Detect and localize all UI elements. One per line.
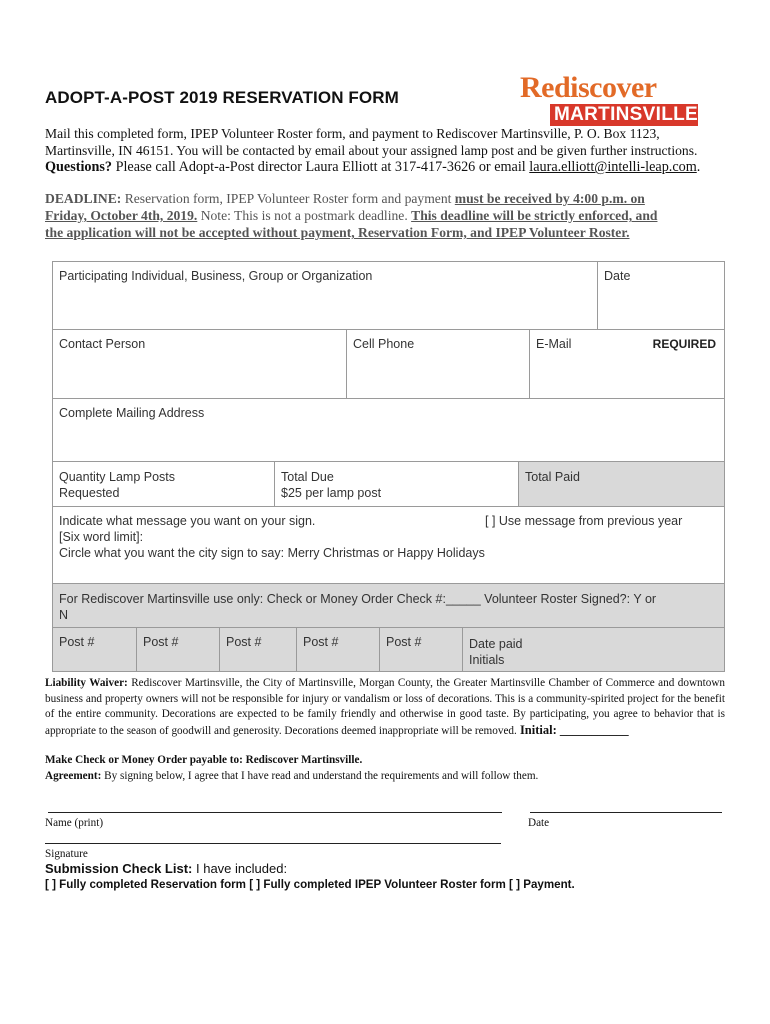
initials-label: Initials xyxy=(469,653,505,667)
agreement-label: Agreement: xyxy=(45,770,102,782)
checklist-label: Submission Check List: xyxy=(45,861,193,876)
quantity-field[interactable] xyxy=(52,461,275,507)
name-print-label: Name (print) xyxy=(45,817,104,829)
signature-line[interactable] xyxy=(45,843,501,844)
logo-word-bottom: MARTINSVILLE xyxy=(554,104,698,125)
mailing-address-label: Complete Mailing Address xyxy=(59,406,205,420)
total-paid-field xyxy=(518,461,725,507)
date-paid-field xyxy=(462,627,725,672)
questions-label: Questions? xyxy=(45,159,113,175)
office-use-row xyxy=(52,583,725,628)
post-field-3 xyxy=(219,627,297,672)
quantity-label-2: Requested xyxy=(59,486,120,500)
rediscover-martinsville-logo xyxy=(520,72,698,130)
deadline-must: must be received by 4:00 p.m. on xyxy=(454,191,645,206)
liability-waiver xyxy=(45,676,725,739)
contact-person-label: Contact Person xyxy=(59,337,146,351)
post-field-1 xyxy=(52,627,137,672)
contact-person-field[interactable] xyxy=(52,329,347,399)
checklist-items[interactable]: [ ] Fully completed Reservation form [ ] Fully completed IPEP Volunteer Roster form [ ] Payment. xyxy=(45,878,575,891)
word-limit-label: [Six word limit]: xyxy=(59,530,144,544)
date-paid-label: Date paid xyxy=(469,637,523,651)
email-label: E-Mail xyxy=(536,337,572,351)
date-label: Date xyxy=(604,269,631,283)
total-paid-label: Total Paid xyxy=(525,470,580,484)
sign-message-label: Indicate what message you want on your sign. xyxy=(59,514,316,528)
agreement-line xyxy=(45,769,725,785)
post-label-4: Post # xyxy=(303,635,339,649)
page-title: ADOPT-A-POST 2019 RESERVATION FORM xyxy=(45,88,399,107)
use-previous-message-checkbox[interactable]: [ ] Use message from previous year xyxy=(485,514,683,528)
deadline-friday: Friday, October 4th, 2019. xyxy=(45,208,198,223)
intro-paragraph xyxy=(45,125,725,176)
checklist-heading xyxy=(45,861,287,876)
office-use-line-2: N xyxy=(59,608,69,622)
signature-date-label: Date xyxy=(528,817,550,829)
waiver-initial: Initial: ___________ xyxy=(516,722,629,737)
sign-message-field[interactable] xyxy=(52,506,725,584)
waiver-label: Liability Waiver: xyxy=(45,677,128,689)
deadline-line-2 xyxy=(45,207,725,224)
deadline-label: DEADLINE: xyxy=(45,191,122,206)
post-field-5 xyxy=(379,627,463,672)
waiver-text: Rediscover Martinsville, the City of Martinsville, Morgan County, the Greater Martinsville Chamber of Commerce and downtown business and property owners will not be responsible for injury or vandalism or loss of decorations. This is a community-spirited project for the benefit of the entire community. Decorations are expected to be family friendly and otherwise in good taste. By participating, you agree to behavior that is appropriate to the season of goodwill and generosity. Decorations deemed inappropriate will be removed. xyxy=(45,677,725,737)
deadline-note: Note: This is not a postmark deadline. xyxy=(197,208,412,223)
deadline-paragraph xyxy=(45,190,725,241)
deadline-line-3 xyxy=(45,224,725,241)
intro-line-1: Mail this completed form, IPEP Volunteer Roster form, and payment to Rediscover Martinsville, P. O. Box 1123, xyxy=(45,126,660,141)
date-field[interactable] xyxy=(597,261,725,330)
post-label-1: Post # xyxy=(59,635,95,649)
total-due-rate: $25 per lamp post xyxy=(281,486,382,500)
logo-word-top: Rediscover xyxy=(520,71,657,104)
post-field-2 xyxy=(136,627,220,672)
signature-label: Signature xyxy=(45,848,88,860)
checklist-text: I have included: xyxy=(192,861,288,876)
post-field-4 xyxy=(296,627,380,672)
deadline-line-3-text: the application will not be accepted without payment, Reservation Form, and IPEP Volunteer Roster. xyxy=(45,225,630,240)
participant-label: Participating Individual, Business, Group or Organization xyxy=(59,269,373,283)
questions-end: . xyxy=(696,159,701,175)
date-signature-line[interactable] xyxy=(530,812,722,813)
payable-line xyxy=(45,753,725,769)
agreement-text: By signing below, I agree that I have read and understand the requirements and will follow them. xyxy=(101,770,539,782)
deadline-line-1 xyxy=(45,190,725,207)
deadline-enforced: This deadline will be strictly enforced, and xyxy=(411,208,658,223)
total-due-field[interactable] xyxy=(274,461,519,507)
questions-line xyxy=(45,159,725,176)
cell-phone-field[interactable] xyxy=(346,329,530,399)
post-label-2: Post # xyxy=(143,635,179,649)
contact-email-link[interactable]: laura.elliott@intelli-leap.com xyxy=(529,159,697,175)
intro-line-2: Martinsville, IN 46151. You will be contacted by email about your assigned lamp post and be given further instructions. xyxy=(45,143,698,158)
participant-field[interactable] xyxy=(52,261,598,330)
name-print-line[interactable] xyxy=(48,812,502,813)
questions-text: Please call Adopt-a-Post director Laura Elliott at 317-417-3626 or email xyxy=(112,159,530,175)
city-sign-choice[interactable]: Circle what you want the city sign to say: Merry Christmas or Happy Holidays xyxy=(59,546,485,560)
mailing-address-field[interactable] xyxy=(52,398,725,462)
email-field[interactable] xyxy=(529,329,725,399)
quantity-label-1: Quantity Lamp Posts xyxy=(59,470,176,484)
cell-phone-label: Cell Phone xyxy=(353,337,415,351)
post-label-3: Post # xyxy=(226,635,262,649)
deadline-text-1: Reservation form, IPEP Volunteer Roster form and payment xyxy=(121,191,455,206)
post-label-5: Post # xyxy=(386,635,422,649)
total-due-label: Total Due xyxy=(281,470,334,484)
payable-text: Make Check or Money Order payable to: Rediscover Martinsville. xyxy=(45,754,363,766)
office-use-line-1: For Rediscover Martinsville use only: Check or Money Order Check #:_____ Volunteer Roster Signed?: Y or xyxy=(59,592,657,606)
required-label: REQUIRED xyxy=(652,337,716,351)
